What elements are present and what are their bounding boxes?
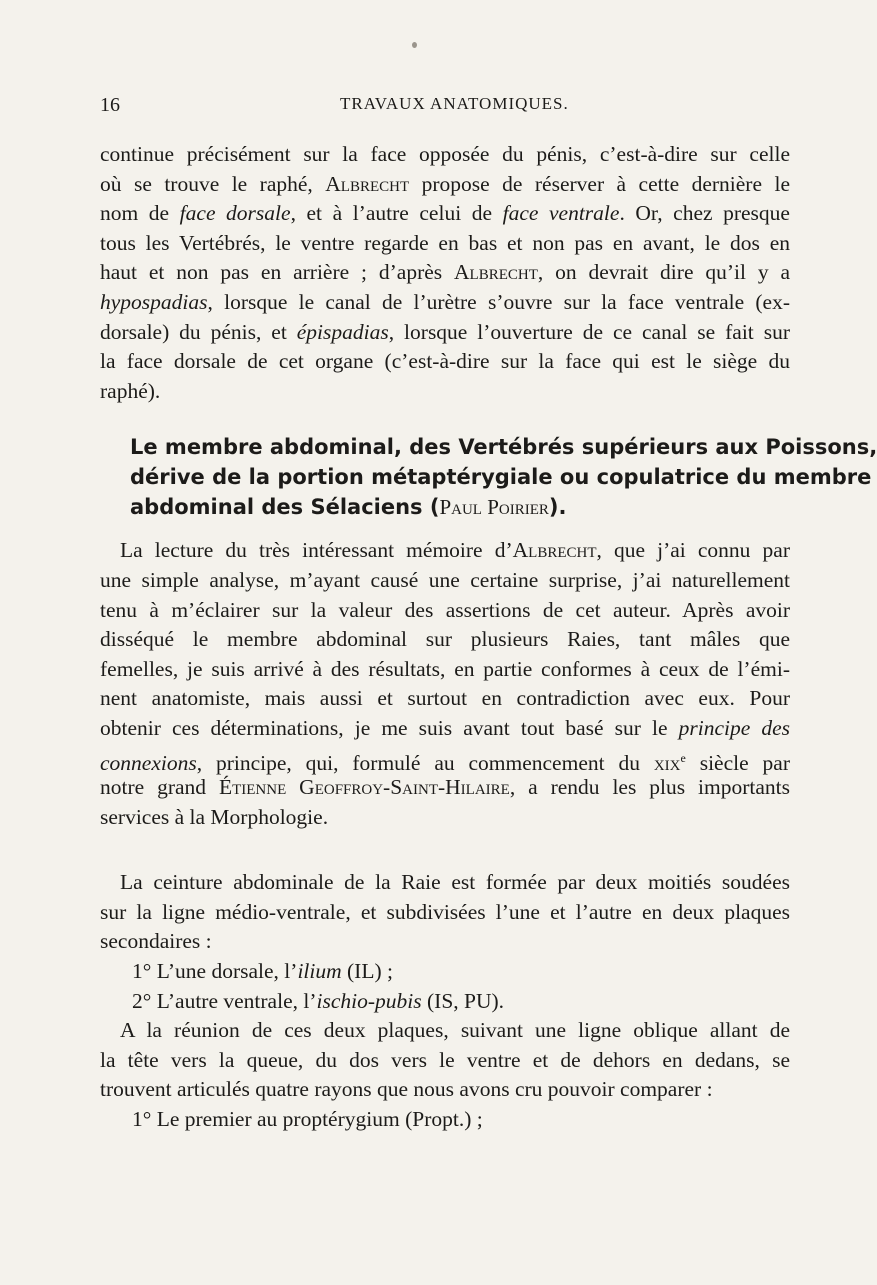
text-line: dorsale) du pénis, et épispadias, lorsque l’ouverture de ce canal se fait sur [100,319,790,344]
italic-term: ilium [297,959,342,984]
list-item: 2° L’autre ventrale, l’ischio-pubis (IS, PU). [132,988,505,1013]
text-line: connexions, principe, qui, formulé au commencement du xix$^e$ siècle par [100,750,790,775]
heading-line: dérive de la portion métaptérygiale ou copulatrice du membre [130,465,872,490]
list-item: 1° L’une dorsale, l’ilium (IL) ; [132,959,393,984]
italic-term: ischio-pubis [316,988,422,1013]
heading-line: abdominal des Sélaciens (Paul Poirier). [130,495,567,520]
text-line: sur la ligne médio-ventrale, et subdivisées l’une et l’autre en deux plaques [100,899,790,924]
author-name: Albrecht [512,538,597,563]
text-line: continue précisément sur la face opposée du pénis, c’est-à-dire sur celle [100,142,790,166]
section-heading [130,432,877,522]
text-line: services à la Morphologie. [100,804,329,829]
text-line: A la réunion de ces deux plaques, suivant une ligne oblique allant de [120,1018,790,1043]
text-line: hypospadias, lorsque le canal de l’urètre s’ouvre sur la face ventrale (ex- [100,289,790,314]
text-line: tenu à m’éclairer sur la valeur des assertions de cet auteur. Après avoir [100,597,790,622]
century-numeral: xix [653,750,681,775]
heading-line: Le membre abdominal, des Vertébrés supérieurs aux Poissons, [130,435,877,460]
text-line: raphé). [100,378,161,403]
text-line: tous les Vertébrés, le ventre regarde en bas et non pas en avant, le dos en [100,230,790,255]
ink-spot [412,42,417,48]
italic-term: connexions [100,750,197,775]
author-name: Étienne Geoffroy-Saint-Hilaire [218,775,510,800]
body-text [100,140,877,1135]
author-name: Paul Poirier [439,495,549,520]
italic-term: principe des [678,715,790,740]
text-line: notre grand Étienne Geoffroy-Saint-Hilaire, a rendu les plus importants [100,775,790,800]
text-line: la face dorsale de cet organe (c’est-à-dire sur la face qui est le siège du [100,349,790,374]
paragraph-lecture [100,536,790,832]
text-line: une simple analyse, m’ayant causé une certaine surprise, j’ai naturellement [100,567,790,592]
text-line: La ceinture abdominale de la Raie est formée par deux moitiés soudées [120,870,790,895]
text-line: trouvent articulés quatre rayons que nous avons cru pouvoir comparer : [100,1077,713,1102]
text-line: nent anatomiste, mais aussi et surtout en contradiction avec eux. Pour [100,686,790,711]
running-title: TRAVAUX ANATOMIQUES. [340,94,569,113]
text-line: femelles, je suis arrivé à des résultats, en partie conformes à ceux de l’émi- [100,656,790,681]
author-name: Albrecht [325,171,410,196]
page-header [100,94,800,124]
page-number: 16 [100,94,120,116]
italic-term: face ventrale [502,201,620,226]
italic-term: face dorsale [179,201,291,226]
text-line: haut et non pas en arrière ; d’après Albrecht, on devrait dire qu’il y a [100,260,790,285]
text-line: secondaires : [100,929,212,954]
text-line: nom de face dorsale, et à l’autre celui de face ventrale. Or, chez presque [100,201,790,226]
text-line: obtenir ces déterminations, je me suis avant tout basé sur le principe des [100,715,790,740]
text-line: la tête vers la queue, du dos vers le ventre et de dehors en dedans, se [100,1047,790,1072]
text-line: La lecture du très intéressant mémoire d’Albrecht, que j’ai connu par [120,538,790,563]
italic-term: épispadias [296,319,389,344]
author-name: Albrecht [454,260,538,285]
text-line: disséqué le membre abdominal sur plusieurs Raies, tant mâles que [100,627,790,652]
italic-term: hypospadias [100,289,208,314]
list-item: 1° Le premier au proptérygium (Propt.) ; [132,1107,483,1132]
paragraph-ceinture [100,868,790,1134]
paragraph-raphe [100,140,790,406]
text-line: où se trouve le raphé, Albrecht propose de réserver à cette dernière le [100,171,790,196]
